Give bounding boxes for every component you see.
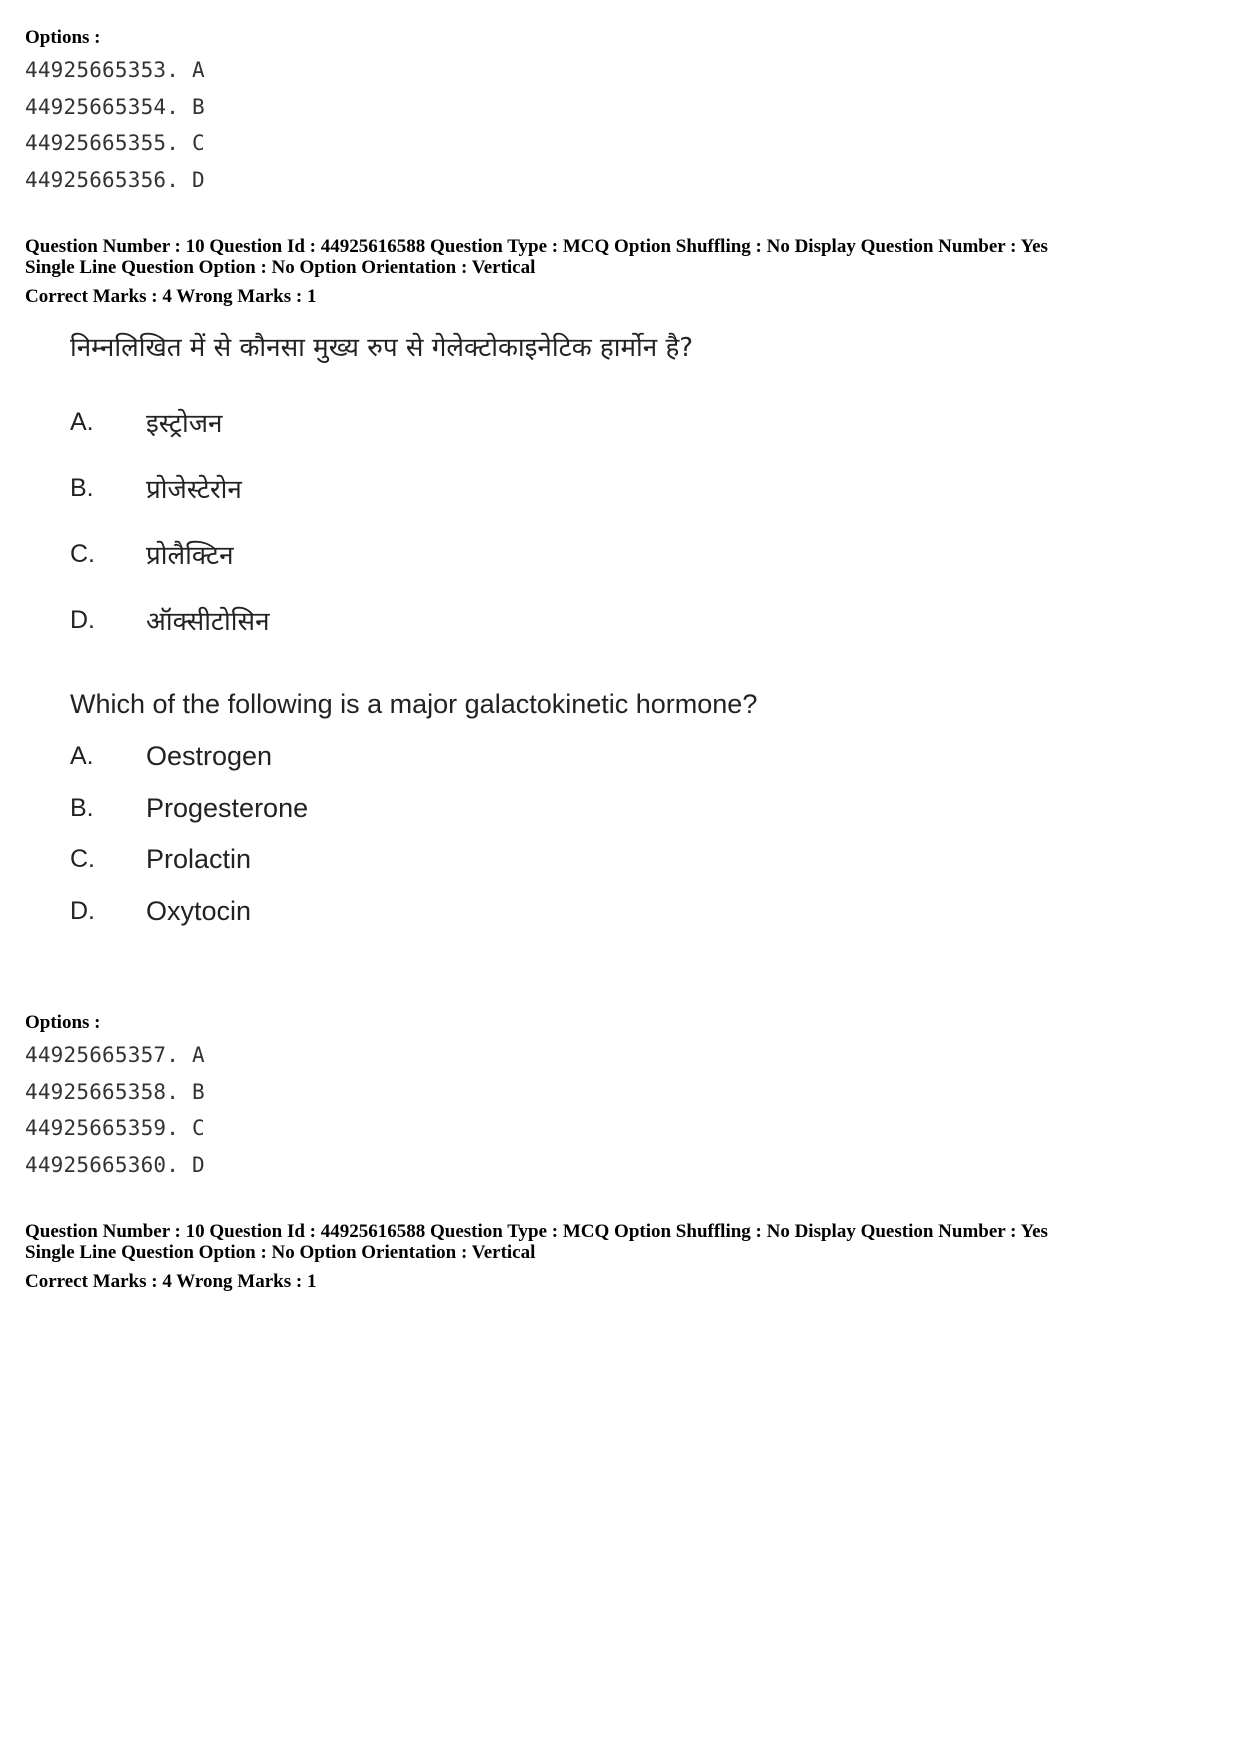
choice-text: Oxytocin: [146, 895, 252, 926]
option-id-item: 44925665359. C: [25, 1116, 205, 1140]
options-list: [25, 52, 205, 198]
option-id-item: 44925665356. D: [25, 167, 205, 192]
choice-item: [70, 389, 830, 455]
options-list: [25, 1037, 205, 1183]
option-id-item: 44925665357. A: [25, 1043, 205, 1067]
choice-letter: B.: [70, 793, 94, 822]
choice-letter: D.: [70, 605, 95, 634]
english-choices: [70, 731, 830, 937]
choice-item: [70, 587, 830, 653]
question-text-hindi: निम्नलिखित में से कौनसा मुख्य रुप से गेलेक्टोकाइनेटिक हार्मोन है?: [70, 333, 694, 363]
question-meta-1: [25, 236, 1048, 307]
choice-item: [70, 455, 830, 521]
hindi-choices: [70, 389, 830, 653]
option-id-item: 44925665353. A: [25, 58, 205, 82]
options-label: Options :: [25, 1012, 101, 1033]
question-meta-line: Question Number : 10 Question Id : 44925616588 Question Type : MCQ Option Shuffling : No Display Question Number : Yes: [25, 1221, 1048, 1242]
options-block-2: [25, 1012, 205, 1183]
choice-item: [70, 731, 830, 783]
choice-text: प्रोजेस्टेरोन: [146, 475, 242, 505]
choice-text: Oestrogen: [146, 741, 273, 772]
choice-letter: D.: [70, 896, 95, 925]
options-block-1: [25, 27, 205, 198]
option-id-item: 44925665354. B: [25, 94, 205, 119]
choice-letter: B.: [70, 473, 94, 502]
question-meta-line: Question Number : 10 Question Id : 44925616588 Question Type : MCQ Option Shuffling : No Display Question Number : Yes: [25, 236, 1048, 257]
choice-item: [70, 521, 830, 587]
choice-text: ऑक्सीटोसिन: [146, 607, 270, 637]
options-label: Options :: [25, 27, 101, 48]
question-meta-line: Single Line Question Option : No Option Orientation : Vertical: [25, 1242, 536, 1263]
question-image: [70, 325, 830, 937]
option-id-item: 44925665360. D: [25, 1152, 205, 1177]
marks-line: Correct Marks : 4 Wrong Marks : 1: [25, 286, 317, 307]
marks-line: Correct Marks : 4 Wrong Marks : 1: [25, 1271, 317, 1292]
option-id-item: 44925665355. C: [25, 131, 205, 155]
question-meta-2: [25, 1221, 1048, 1292]
choice-text: Prolactin: [146, 844, 252, 875]
choice-text: Progesterone: [146, 792, 309, 823]
choice-text: प्रोलैक्टिन: [146, 541, 234, 571]
choice-letter: A.: [70, 407, 94, 436]
choice-text: इस्ट्रोजन: [146, 409, 223, 439]
choice-item: [70, 886, 830, 938]
choice-letter: A.: [70, 742, 94, 771]
question-meta-line: Single Line Question Option : No Option Orientation : Vertical: [25, 257, 536, 278]
choice-letter: C.: [70, 539, 95, 568]
question-text-english: Which of the following is a major galactokinetic hormone?: [70, 689, 758, 719]
choice-item: [70, 783, 830, 835]
choice-letter: C.: [70, 845, 95, 874]
choice-item: [70, 834, 830, 886]
option-id-item: 44925665358. B: [25, 1079, 205, 1104]
